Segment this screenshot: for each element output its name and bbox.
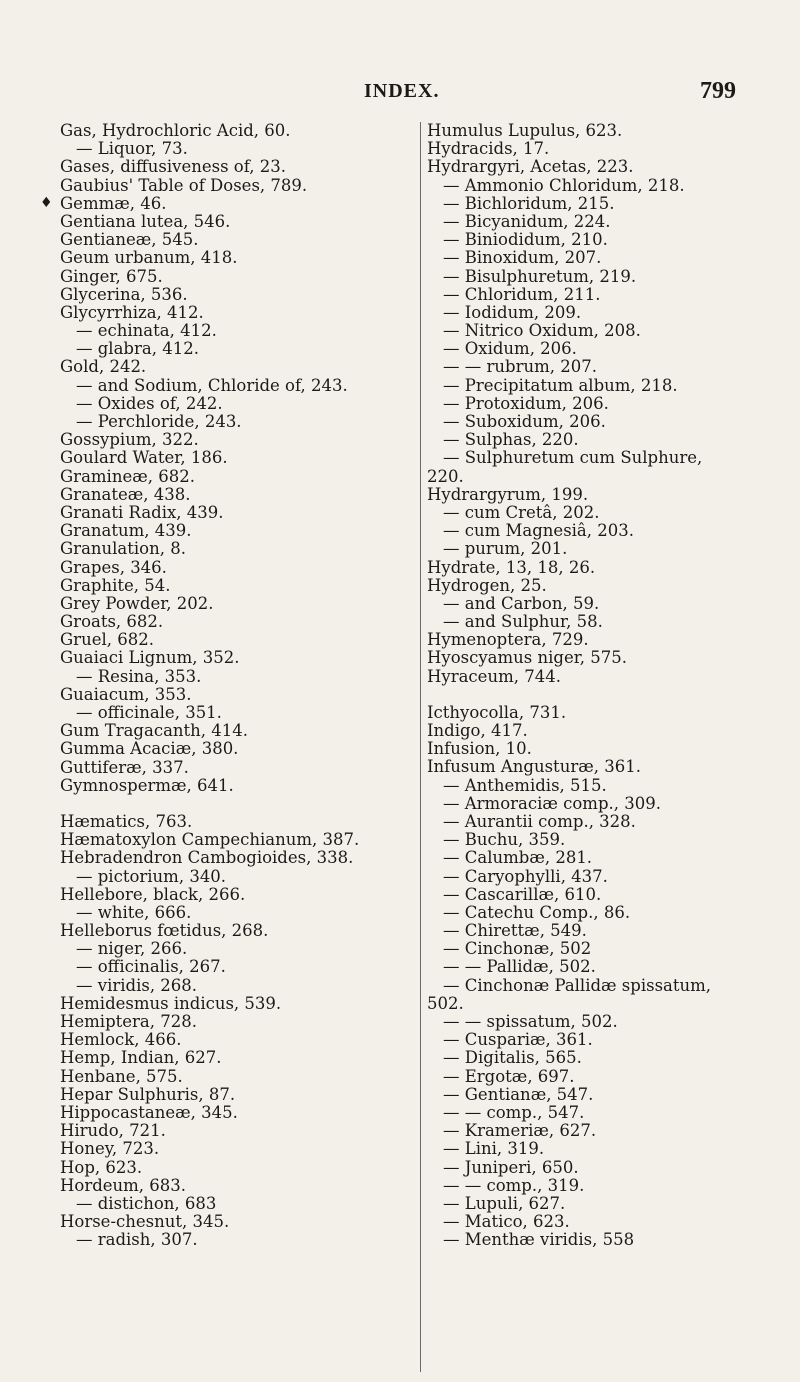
index-entry: — Anthemidis, 515. (443, 775, 607, 795)
index-entry: Humulus Lupulus, 623. (427, 121, 623, 140)
index-entry: Gentiana lutea, 546. (60, 211, 231, 231)
index-entry: — — comp., 547. (443, 1102, 585, 1122)
index-entry: — Calumbæ, 281. (443, 848, 593, 868)
index-entry: — Resina, 353. (76, 666, 202, 686)
index-entry: Infusion, 10. (427, 739, 532, 759)
index-entry: — pictorium, 340. (76, 866, 227, 886)
index-entry: Groats, 682. (60, 612, 164, 632)
index-entry: Hellebore, black, 266. (60, 884, 246, 904)
index-entry: — — comp., 319. (443, 1175, 585, 1195)
index-entry: — Cuspariæ, 361. (443, 1030, 593, 1050)
index-entry: — niger, 266. (76, 939, 188, 959)
index-entry: Hemlock, 466. (60, 1030, 182, 1050)
index-entry: — Caryophylli, 437. (443, 866, 608, 886)
index-entry: — Lini, 319. (443, 1139, 545, 1159)
index-entry: — Suboxidum, 206. (443, 412, 606, 431)
page-header (0, 78, 800, 112)
index-entry: — Ergotæ, 697. (443, 1066, 575, 1086)
index-entry: Hymenoptera, 729. (427, 630, 589, 650)
index-entry: — radish, 307. (76, 1230, 198, 1250)
left-index-column (60, 122, 410, 1249)
index-entry: Hemiptera, 728. (60, 1012, 197, 1031)
index-entry: Glycyrrhiza, 412. (60, 302, 204, 322)
index-entry: Henbane, 575. (60, 1066, 183, 1086)
index-entry: Hop, 623. (60, 1157, 143, 1177)
index-entry: Geum urbanum, 418. (60, 248, 238, 268)
index-entry: Horse-chesnut, 345. (60, 1212, 230, 1232)
index-entry: Glycerina, 536. (60, 284, 188, 304)
index-entry: — — spissatum, 502. (443, 1012, 618, 1031)
index-entry: — Nitrico Oxidum, 208. (443, 321, 641, 341)
index-entry: Icthyocolla, 731. (427, 702, 567, 722)
index-entry: Hemidesmus indicus, 539. (60, 993, 282, 1013)
index-entry: Guaiaci Lignum, 352. (60, 648, 240, 668)
index-entry: — — Pallidæ, 502. (443, 957, 596, 977)
index-entry: Gossypium, 322. (60, 430, 199, 450)
index-entry: — and Carbon, 59. (443, 593, 600, 613)
index-entry: Guaiacum, 353. (60, 684, 192, 704)
index-entry: Hydrogen, 25. (427, 575, 547, 595)
index-entry: — Binoxidum, 207. (443, 248, 602, 268)
index-entry: 220. (427, 466, 464, 486)
index-entry: — Sulphuretum cum Sulphure, (443, 448, 703, 468)
index-entry: — Bicyanidum, 224. (443, 211, 611, 231)
index-entry: Grey Powder, 202. (60, 593, 214, 613)
index-entry: — Protoxidum, 206. (443, 393, 609, 413)
index-entry: — cum Magnesiâ, 203. (443, 521, 634, 541)
index-entry: — Menthæ viridis, 558 (443, 1230, 635, 1250)
index-entry: Grapes, 346. (60, 557, 167, 577)
index-entry: Gum Tragacanth, 414. (60, 721, 249, 741)
index-entry: Ginger, 675. (60, 266, 163, 286)
index-entry: Granulation, 8. (60, 539, 186, 559)
index-entry: Gas, Hydrochloric Acid, 60. (60, 121, 291, 140)
index-entry: — Aurantii comp., 328. (443, 811, 636, 831)
index-entry: — — rubrum, 207. (443, 357, 597, 377)
index-entry: Hordeum, 683. (60, 1175, 187, 1195)
index-entry: — Liquor, 73. (76, 139, 188, 159)
index-entry: Hæmatics, 763. (60, 811, 193, 831)
index-entry: Gruel, 682. (60, 630, 154, 650)
index-entry: — Sulphas, 220. (443, 430, 579, 450)
index-entry: Goulard Water, 186. (60, 448, 228, 468)
index-entry: — Ammonio Chloridum, 218. (443, 175, 685, 195)
index-entry: Hebradendron Cambogioides, 338. (60, 848, 354, 868)
index-entry: — glabra, 412. (76, 339, 199, 359)
index-entry: Honey, 723. (60, 1139, 160, 1159)
index-entry: — Cascarillæ, 610. (443, 884, 602, 904)
index-entry: Hydrate, 13, 18, 26. (427, 557, 596, 577)
page-title: INDEX. (364, 80, 440, 102)
index-entry: — Chloridum, 211. (443, 284, 601, 304)
index-entry: — Gentianæ, 547. (443, 1084, 594, 1104)
index-entry: Gold, 242. (60, 357, 147, 377)
index-entry: Hepar Sulphuris, 87. (60, 1084, 236, 1104)
index-entry: Gumma Acaciæ, 380. (60, 739, 239, 759)
index-entry: — Juniperi, 650. (443, 1157, 579, 1177)
index-entry: Gymnospermæ, 641. (60, 775, 234, 795)
index-entry: — distichon, 683 (76, 1193, 217, 1213)
index-entry: — Buchu, 359. (443, 830, 566, 850)
index-entry: — Precipitatum album, 218. (443, 375, 678, 395)
right-index-column (427, 122, 777, 1249)
index-entry: — Perchloride, 243. (76, 412, 242, 431)
index-entry: — Bichloridum, 215. (443, 193, 615, 213)
index-entry: — Biniodidum, 210. (443, 230, 608, 250)
index-entry: — Matico, 623. (443, 1212, 570, 1232)
index-entry: Granatum, 439. (60, 521, 192, 541)
index-entry: Granati Radix, 439. (60, 502, 224, 522)
index-entry: Infusum Angusturæ, 361. (427, 757, 641, 777)
index-entry: Hæmatoxylon Campechianum, 387. (60, 830, 360, 850)
index-entry: — Cinchonæ, 502 (443, 939, 592, 959)
index-entry: — Oxides of, 242. (76, 393, 223, 413)
index-entry: Hyoscyamus niger, 575. (427, 648, 628, 668)
index-entry: Gentianeæ, 545. (60, 230, 199, 250)
index-entry: Gaubius' Table of Doses, 789. (60, 175, 308, 195)
index-entry: — officinale, 351. (76, 703, 222, 722)
index-entry: — officinalis, 267. (76, 957, 226, 977)
index-entry: Hydracids, 17. (427, 139, 550, 159)
index-entry: Hippocastaneæ, 345. (60, 1102, 238, 1122)
index-entry: — Catechu Comp., 86. (443, 902, 631, 922)
index-entry: Granateæ, 438. (60, 484, 191, 504)
index-entry: Hyraceum, 744. (427, 666, 561, 686)
index-entry: — Armoraciæ comp., 309. (443, 793, 661, 813)
index-entry: — Krameriæ, 627. (443, 1121, 597, 1141)
index-entry: Gramineæ, 682. (60, 466, 195, 486)
index-entry: — white, 666. (76, 902, 192, 922)
margin-mark-icon: ♦ (40, 195, 53, 211)
index-entry: — Oxidum, 206. (443, 339, 577, 359)
index-entry: 502. (427, 993, 464, 1013)
index-entry: Hydrargyri, Acetas, 223. (427, 157, 634, 177)
index-entry: — Cinchonæ Pallidæ spissatum, (443, 975, 712, 995)
index-entry: — cum Cretâ, 202. (443, 502, 600, 522)
index-entry: — Iodidum, 209. (443, 302, 582, 322)
index-entry: Guttiferæ, 337. (60, 757, 189, 777)
index-entry: — Digitalis, 565. (443, 1048, 582, 1068)
index-entry: — echinata, 412. (76, 321, 217, 341)
index-entry: — Lupuli, 627. (443, 1193, 566, 1213)
index-entry: Indigo, 417. (427, 721, 528, 740)
index-entry: — and Sodium, Chloride of, 243. (76, 375, 348, 395)
index-entry: — viridis, 268. (76, 975, 198, 995)
index-entry: Gemmæ, 46. (60, 193, 167, 213)
column-divider (420, 122, 421, 1372)
index-entry: Graphite, 54. (60, 575, 171, 595)
page-number: 799 (700, 78, 736, 104)
index-entry: — purum, 201. (443, 539, 568, 559)
index-entry: Hirudo, 721. (60, 1121, 166, 1141)
index-entry: Gases, diffusiveness of, 23. (60, 157, 286, 177)
index-entry: Hemp, Indian, 627. (60, 1048, 222, 1068)
index-entry: — Bisulphuretum, 219. (443, 266, 637, 286)
index-entry: — and Sulphur, 58. (443, 612, 603, 632)
index-entry: — Chirettæ, 549. (443, 921, 587, 941)
index-entry: Helleborus fœtidus, 268. (60, 921, 269, 941)
index-entry: Hydrargyrum, 199. (427, 484, 589, 504)
